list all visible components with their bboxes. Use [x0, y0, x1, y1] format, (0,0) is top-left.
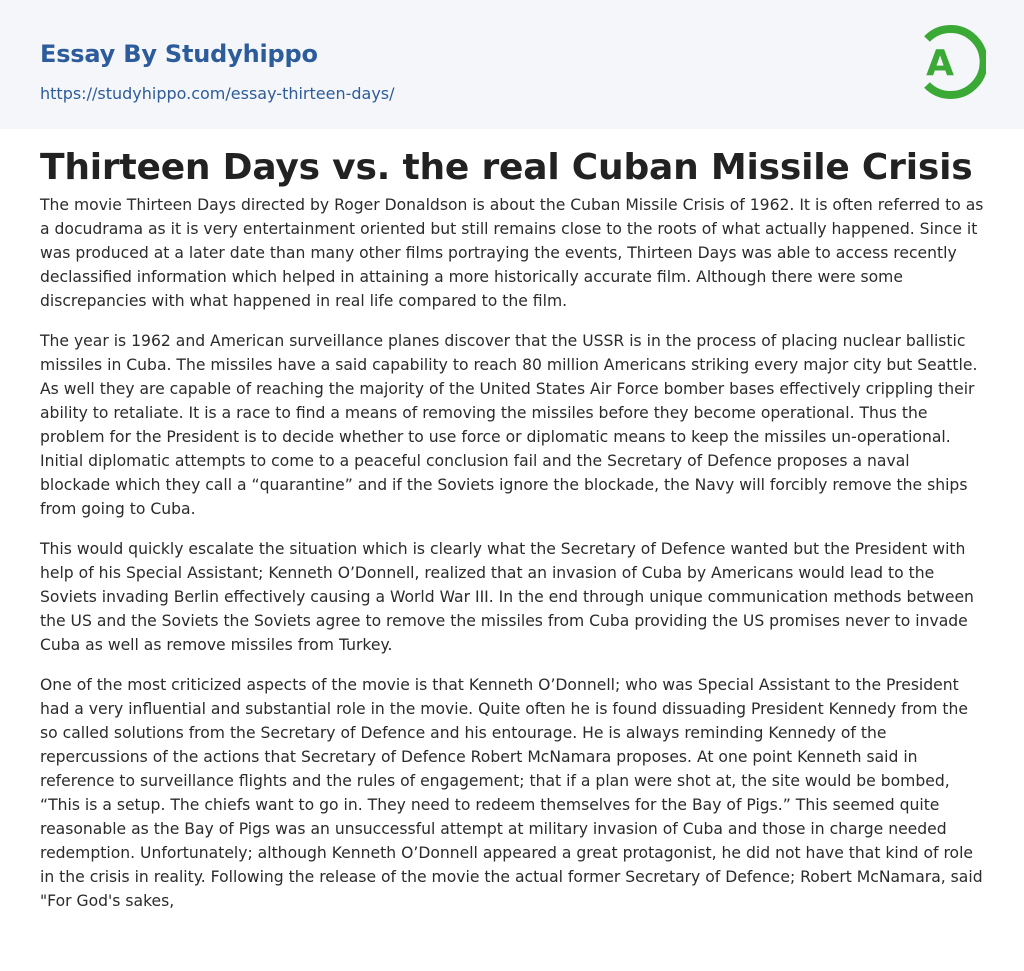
- logo-letter: A: [926, 43, 954, 84]
- essay-paragraph-3: This would quickly escalate the situation which is clearly what the Secretary of Defence wanted but the President with help of his Special Assistant; Kenneth O’Donnell, realized that an invasion of Cuba by Americans would lead to the Soviets invading Berlin effectively causing a World War III. In the end through unique communication methods between the US and the Soviets the Soviets agree to remove the missiles from Cuba providing the US promises never to invade Cuba as well as remove missiles from Turkey.: [40, 540, 974, 654]
- site-brand[interactable]: Essay By Studyhippo: [40, 40, 318, 68]
- essay-url-link[interactable]: https://studyhippo.com/essay-thirteen-days/: [40, 84, 395, 103]
- essay-paragraph-2: The year is 1962 and American surveillance planes discover that the USSR is in the process of placing nuclear ballistic missiles in Cuba. The missiles have a said capability to reach 80 million Americans striking every major city but Seattle. As well they are capable of reaching the majority of the United States Air Force bomber bases effectively crippling their ability to retaliate. It is a race to find a means of removing the missiles before they become operational. Thus the problem for the President is to decide whether to use force or diplomatic means to keep the missiles un-operational. Initial diplomatic attempts to come to a peaceful conclusion fail and the Secretary of Defence proposes a naval blockade which they call a “quarantine” and if the Soviets ignore the blockade, the Navy will forcibly remove the ships from going to Cuba.: [40, 332, 978, 518]
- essay-paragraph-4: One of the most criticized aspects of the movie is that Kenneth O’Donnell; who was Special Assistant to the President had a very influential and substantial role in the movie. Quite often he is found dissuading President Kennedy from the so called solutions from the Secretary of Defence and his entourage. He is always reminding Kennedy of the repercussions of the actions that Secretary of Defence Robert McNamara proposes. At one point Kenneth said in reference to surveillance flights and the rules of engagement; that if a plan were shot at, the site would be bombed, “This is a setup. The chiefs want to go in. They need to redeem themselves for the Bay of Pigs.” This seemed quite reasonable as the Bay of Pigs was an unsuccessful attempt at military invasion of Cuba and those in charge needed redemption. Unfortunately; although Kenneth O’Donnell appeared a great protagonist, he did not have that kind of role in the crisis in reality. Following the release of the movie the actual former Secretary of Defence; Robert McNamara, said "For God's sakes,: [40, 676, 983, 910]
- essay-paragraph-1: The movie Thirteen Days directed by Roger Donaldson is about the Cuban Missile Crisis of 1962. It is often referred to as a docudrama as it is very entertainment oriented but still remains close to the roots of what actually happened. Since it was produced at a later date than many other films portraying the events, Thirteen Days was able to access recently declassified information which helped in attaining a more historically accurate film. Although there were some discrepancies with what happened in real life compared to the film.: [40, 196, 984, 310]
- studyhippo-logo-icon[interactable]: [912, 19, 986, 105]
- essay-title: Thirteen Days vs. the real Cuban Missile Crisis: [40, 147, 973, 188]
- site-header: [0, 0, 1024, 129]
- article: [0, 129, 1024, 913]
